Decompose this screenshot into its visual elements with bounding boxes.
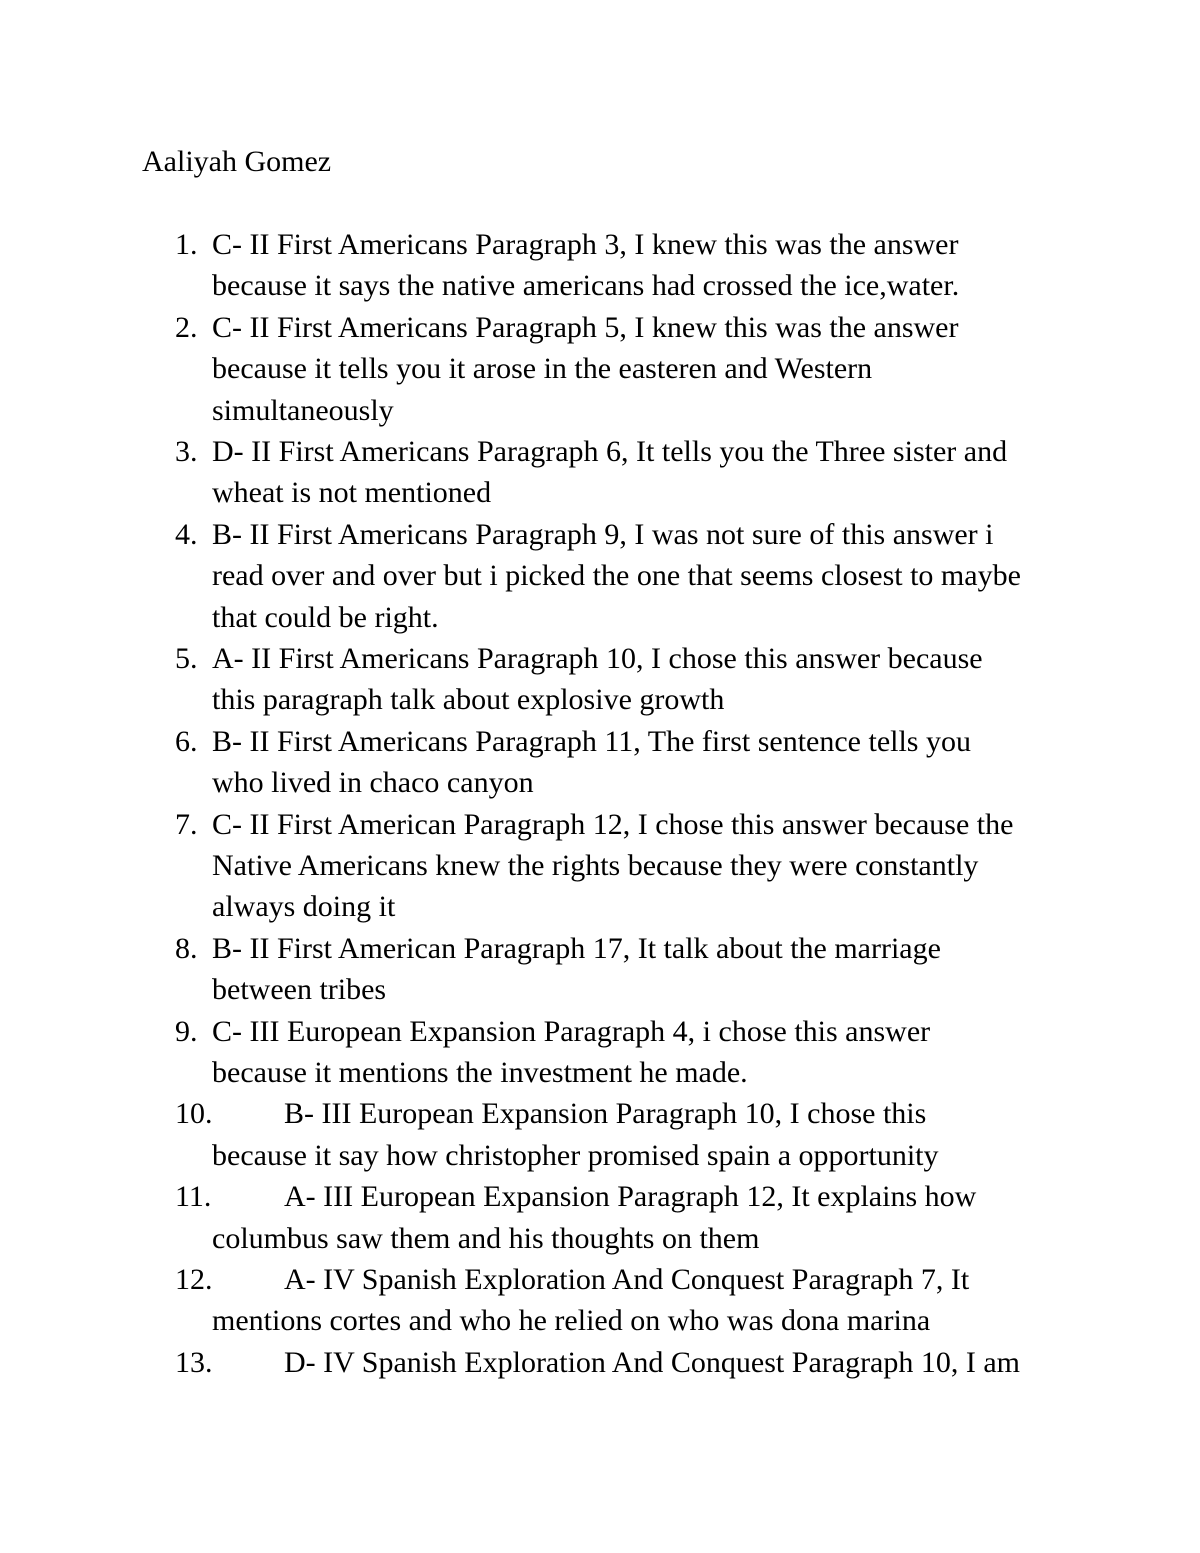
- list-item-text: simultaneously: [212, 393, 394, 427]
- list-item-text: A- IV Spanish Exploration And Conquest Paragraph 7, It: [284, 1263, 970, 1296]
- list-item-text: A- II First Americans Paragraph 10, I chose this answer because: [212, 642, 983, 675]
- list-item-text: this paragraph talk about explosive growth: [212, 683, 725, 717]
- list-item-text: A- III European Expansion Paragraph 12, It explains how: [284, 1180, 977, 1214]
- list-item-text: that could be right.: [212, 600, 439, 634]
- list-item-text: wheat is not mentioned: [212, 476, 492, 510]
- list-item-number: 13.: [175, 1345, 213, 1379]
- list-item-number: 10.: [175, 1097, 213, 1131]
- list-item-number: 2.: [175, 310, 198, 344]
- list-item-text: C- II First American Paragraph 12, I chose this answer because the: [212, 807, 1014, 841]
- list-item-text: B- II First American Paragraph 17, It talk about the marriage: [212, 931, 941, 965]
- author-name: Aaliyah Gomez: [142, 145, 332, 178]
- list-item-text: who lived in chaco canyon: [212, 766, 534, 800]
- list-item-text: B- II First Americans Paragraph 9, I was not sure of this answer i: [212, 517, 994, 551]
- list-item-number: 5.: [175, 642, 198, 675]
- list-item-text: read over and over but i picked the one that seems closest to maybe: [212, 559, 1021, 593]
- list-item-text: C- III European Expansion Paragraph 4, i chose this answer: [212, 1014, 931, 1048]
- list-item-number: 12.: [175, 1263, 213, 1296]
- list-item-text: Native Americans knew the rights because they were constantly: [212, 849, 979, 882]
- list-item-number: 4.: [175, 517, 198, 551]
- list-item-text: C- II First Americans Paragraph 3, I knew this was the answer: [212, 228, 959, 261]
- list-item-text: mentions cortes and who he relied on who was dona marina: [212, 1304, 931, 1338]
- list-item-text: D- II First Americans Paragraph 6, It tells you the Three sister and: [212, 435, 1008, 468]
- list-item-number: 1.: [175, 228, 198, 261]
- list-item-number: 9.: [175, 1014, 198, 1048]
- list-item-text: because it say how christopher promised spain a opportunity: [212, 1138, 939, 1172]
- list-item-text: C- II First Americans Paragraph 5, I knew this was the answer: [212, 310, 959, 344]
- list-item-text: columbus saw them and his thoughts on them: [212, 1221, 760, 1255]
- list-item-number: 7.: [175, 807, 198, 841]
- list-item-number: 11.: [175, 1180, 212, 1214]
- list-item-number: 8.: [175, 931, 198, 965]
- list-item-text: B- III European Expansion Paragraph 10, I chose this: [284, 1097, 927, 1131]
- list-item-text: D- IV Spanish Exploration And Conquest Paragraph 10, I am: [284, 1345, 1021, 1379]
- list-item-text: because it mentions the investment he made.: [212, 1056, 748, 1089]
- list-item-text: because it says the native americans had crossed the ice,water.: [212, 269, 960, 303]
- list-item-number: 6.: [175, 724, 198, 758]
- list-item-text: between tribes: [212, 973, 387, 1007]
- list-item-text: B- II First Americans Paragraph 11, The first sentence tells you: [212, 724, 971, 758]
- list-item-number: 3.: [175, 435, 198, 468]
- list-item-text: always doing it: [212, 890, 396, 924]
- list-item-text: because it tells you it arose in the easteren and Western: [212, 352, 873, 386]
